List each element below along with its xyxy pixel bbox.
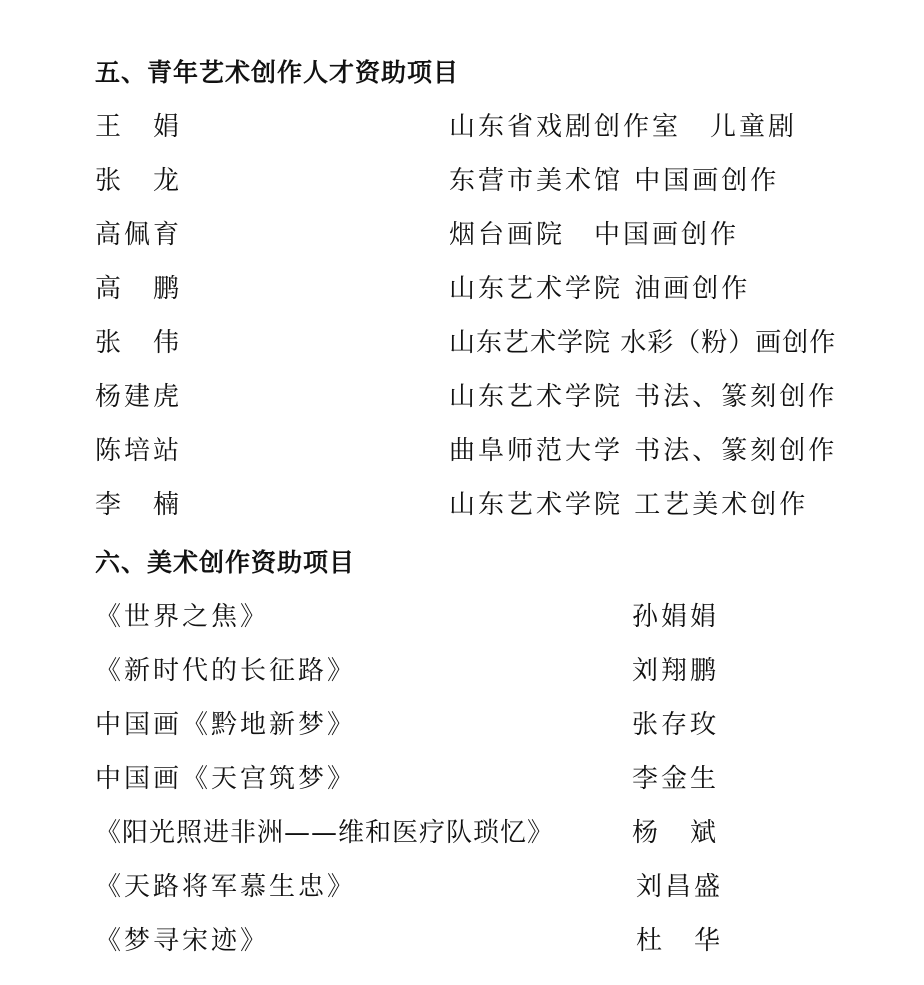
grantee-name: 王 娟 (95, 112, 183, 142)
artwork-author: 刘昌盛 (636, 872, 724, 902)
artwork-title: 《天路将军慕生忠》 (95, 872, 357, 902)
grantee-name: 杨建虎 (95, 382, 183, 412)
artwork-title: 《世界之焦》 (95, 602, 270, 632)
grantee-detail: 烟台画院 中国画创作 (449, 220, 740, 250)
grantee-detail: 山东艺术学院 工艺美术创作 (449, 490, 809, 520)
grantee-detail: 东营市美术馆 中国画创作 (449, 166, 780, 196)
grantee-name: 陈培站 (95, 436, 183, 466)
grantee-name: 李 楠 (95, 490, 183, 520)
artwork-author: 张存玫 (632, 710, 720, 740)
artwork-author: 孙娟娟 (632, 602, 720, 632)
artwork-author: 杨 斌 (632, 818, 720, 848)
grantee-name: 张 龙 (95, 166, 183, 196)
grantee-name: 高佩育 (95, 220, 183, 250)
grantee-detail: 曲阜师范大学 书法、篆刻创作 (449, 436, 838, 466)
artwork-title: 中国画《黔地新梦》 (95, 710, 357, 740)
artwork-author: 杜 华 (636, 926, 724, 956)
artwork-author: 李金生 (632, 764, 720, 794)
artwork-title: 《阳光照进非洲——维和医疗队琐忆》 (95, 818, 555, 848)
grantee-detail: 山东艺术学院 书法、篆刻创作 (449, 382, 838, 412)
artwork-title: 《新时代的长征路》 (95, 656, 357, 686)
artwork-title: 《梦寻宋迹》 (95, 926, 270, 956)
section-5-heading: 五、青年艺术创作人才资助项目 (95, 58, 460, 87)
artwork-author: 刘翔鹏 (632, 656, 720, 686)
section-6-heading: 六、美术创作资助项目 (95, 548, 356, 577)
grantee-detail: 山东省戏剧创作室 儿童剧 (449, 112, 798, 142)
artwork-title: 中国画《天宫筑梦》 (95, 764, 357, 794)
grantee-name: 高 鹏 (95, 274, 183, 304)
grantee-name: 张 伟 (95, 328, 183, 358)
grantee-detail: 山东艺术学院 油画创作 (449, 274, 751, 304)
grantee-detail: 山东艺术学院 水彩（粉）画创作 (449, 328, 837, 358)
